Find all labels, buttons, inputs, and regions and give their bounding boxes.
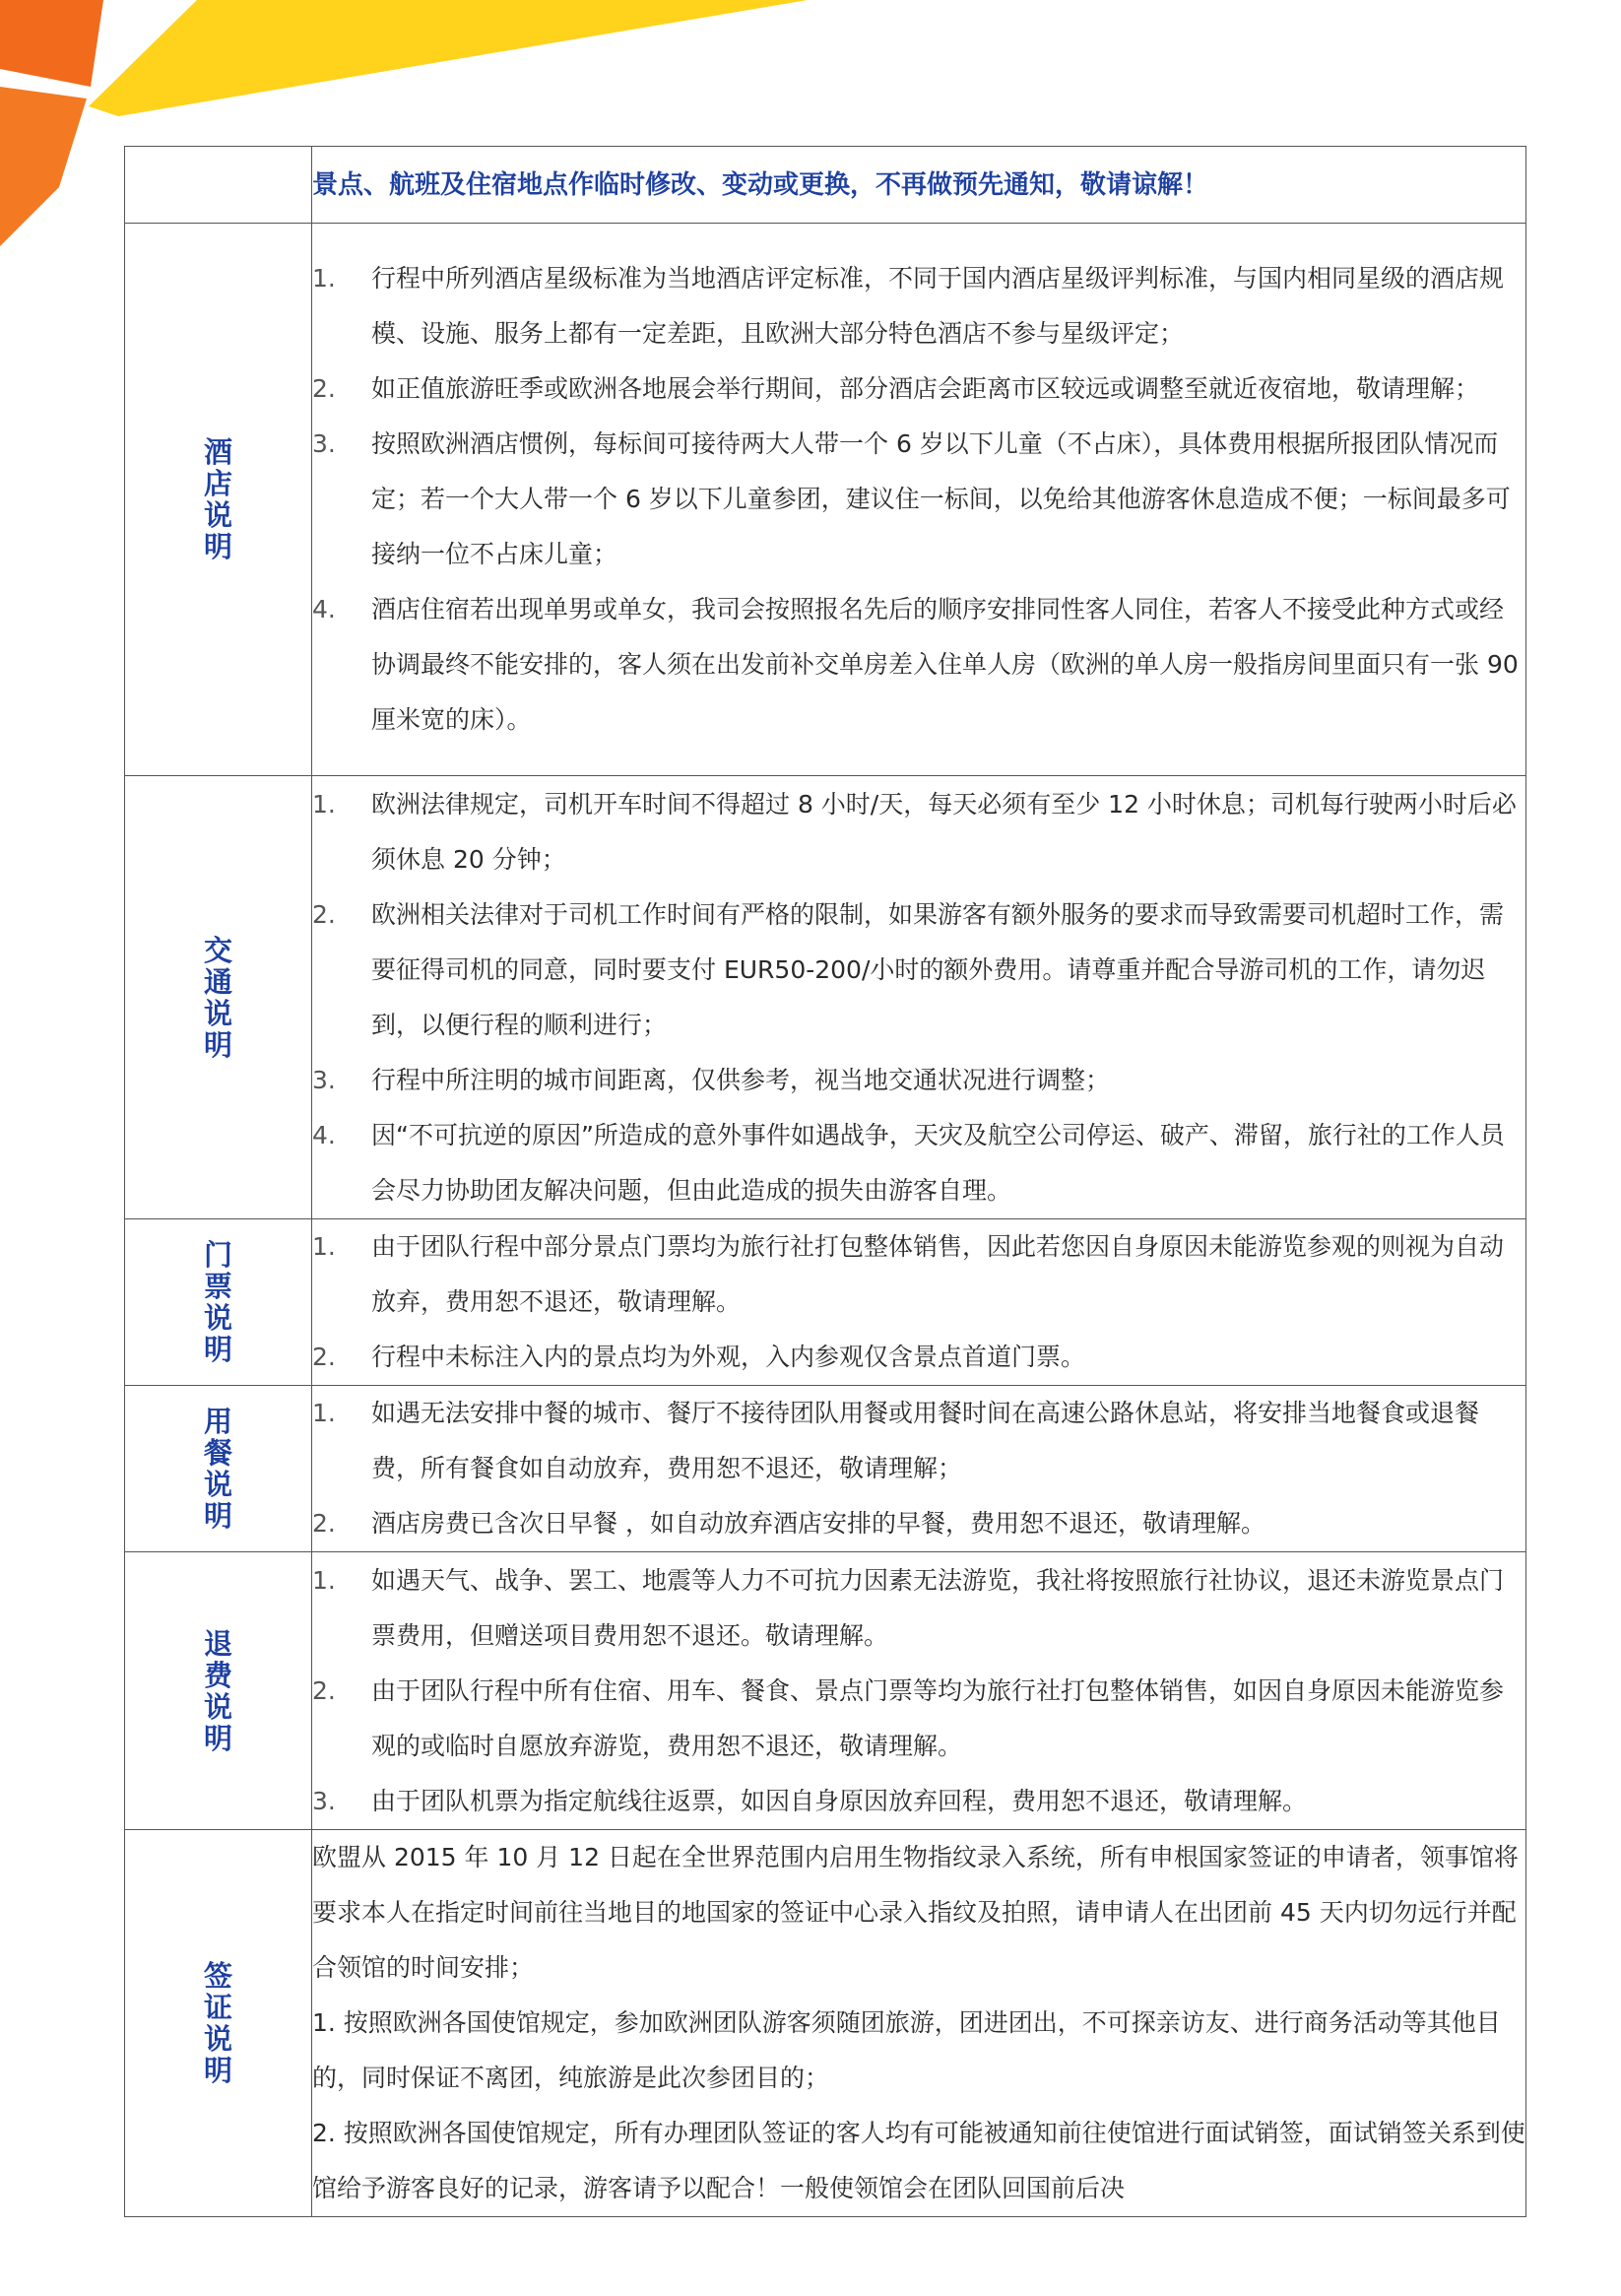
list-item: 1. 由于团队行程中部分景点门票均为旅行社打包整体销售，因此若您因自身原因未能游览参观的则视为自动放弃，费用恕不退还，敬请理解。 — [312, 1232, 1505, 1316]
visa-paragraph: 2. 按照欧洲各国使馆规定，所有办理团队签证的客人均有可能被通知前往使馆进行面试销签，面试销签关系到使馆给予游客良好的记录，游客请予以配合！一般使领馆会在团队回国前后决 — [312, 2119, 1525, 2202]
list-item: 1. 行程中所列酒店星级标准为当地酒店评定标准，不同于国内酒店星级评判标准，与国内相同星级的酒店规模、设施、服务上都有一定差距，且欧洲大部分特色酒店不参与星级评定； — [312, 264, 1505, 348]
refund-label-cell — [125, 1552, 312, 1830]
traffic-content — [312, 776, 1526, 1219]
header-notice-cell — [312, 147, 1526, 224]
list-item: 1. 如遇无法安排中餐的城市、餐厅不接待团队用餐或用餐时间在高速公路休息站，将安排当地餐食或退餐费，所有餐食如自动放弃，费用恕不退还，敬请理解； — [312, 1399, 1480, 1482]
refund-section — [125, 1552, 1526, 1830]
header-notice: 景点、航班及住宿地点作临时修改、变动或更换，不再做预先通知，敬请谅解！ — [312, 169, 1209, 200]
list-item: 4. 酒店住宿若出现单男或单女，我司会按照报名先后的顺序安排同性客人同住，若客人不接受此种方式或经协调最终不能安排的，客人须在出发前补交单房差入住单人房（欧洲的单人房一般指房间里面只有一张 90 厘米宽的床）。 — [312, 595, 1519, 734]
visa-content — [312, 1830, 1526, 2217]
tickets-label-cell — [125, 1219, 312, 1386]
tickets-content — [312, 1219, 1526, 1386]
list-item: 1. 欧洲法律规定，司机开车时间不得超过 8 小时/天，每天必须有至少 12 小时休息；司机每行驶两小时后必须休息 20 分钟； — [312, 789, 1517, 874]
meals-label-cell — [125, 1386, 312, 1552]
hotel-content — [312, 224, 1526, 776]
list-item: 3. 由于团队机票为指定航线往返票，如因自身原因放弃回程，费用恕不退还，敬请理解。 — [312, 1786, 1308, 1815]
list-item: 2. 欧洲相关法律对于司机工作时间有严格的限制，如果游客有额外服务的要求而导致需要司机超时工作，需要征得司机的同意，同时要支付 EUR50-200/小时的额外费用。请尊重并配合导游司机的工作，请勿迟到，以便行程的顺利进行； — [312, 899, 1505, 1039]
list-item: 3. 行程中所注明的城市间距离，仅供参考，视当地交通状况进行调整； — [312, 1065, 1111, 1094]
tickets-section — [125, 1219, 1526, 1386]
refund-content — [312, 1552, 1526, 1830]
visa-section — [125, 1830, 1526, 2217]
visa-paragraph: 欧盟从 2015 年 10 月 12 日起在全世界范围内启用生物指纹录入系统，所有申根国家签证的申请者，领事馆将要求本人在指定时间前往当地目的地国家的签证中心录入指纹及拍照，请申请人在出团前 45 天内切勿远行并配合领馆的时间安排； — [312, 1843, 1519, 1982]
header-label-cell — [125, 147, 312, 224]
orange-shape — [0, 0, 103, 87]
tickets-label: 门 票 说 明 — [203, 1238, 232, 1366]
meals-section — [125, 1386, 1526, 1552]
visa-label-cell — [125, 1830, 312, 2217]
header-row — [125, 147, 1526, 224]
list-item: 4. 因“不可抗逆的原因”所造成的意外事件如遇战争，天灾及航空公司停运、破产、滞留，旅行社的工作人员会尽力协助团友解决问题，但由此造成的损失由游客自理。 — [312, 1120, 1505, 1205]
traffic-section — [125, 776, 1526, 1219]
info-table — [124, 146, 1526, 2217]
list-item: 2. 行程中未标注入内的景点均为外观，入内参观仅含景点首道门票。 — [312, 1343, 1086, 1371]
traffic-label-cell — [125, 776, 312, 1219]
orange-lower-shape — [0, 87, 87, 246]
meals-label: 用 餐 说 明 — [203, 1405, 232, 1533]
hotel-label-cell — [125, 224, 312, 776]
meals-content — [312, 1386, 1526, 1552]
list-item: 2. 由于团队行程中所有住宿、用车、餐食、景点门票等均为旅行社打包整体销售，如因自身原因未能游览参观的或临时自愿放弃游览，费用恕不退还，敬请理解。 — [312, 1675, 1505, 1760]
visa-paragraph: 1. 按照欧洲各国使馆规定，参加欧洲团队游客须随团旅游，团进团出，不可探亲访友、进行商务活动等其他目的，同时保证不离团，纯旅游是此次参团目的； — [312, 2008, 1501, 2092]
visa-label: 签 证 说 明 — [203, 1959, 232, 2087]
traffic-label: 交 通 说 明 — [203, 933, 232, 1062]
list-item: 3. 按照欧洲酒店惯例，每标间可接待两大人带一个 6 岁以下儿童（不占床），具体费用根据所报团队情况而定；若一个大人带一个 6 岁以下儿童参团，建议住一标间，以免给其他游客休息造成不便；一标间最多可接纳一位不占床儿童； — [312, 429, 1511, 568]
refund-label: 退 费 说 明 — [203, 1626, 232, 1755]
yellow-band — [89, 0, 808, 116]
list-item: 2. 如正值旅游旺季或欧洲各地展会举行期间，部分酒店会距离市区较远或调整至就近夜宿地，敬请理解； — [312, 374, 1480, 403]
hotel-label: 酒 店 说 明 — [203, 435, 232, 563]
list-item: 2. 酒店房费已含次日早餐 ，如自动放弃酒店安排的早餐，费用恕不退还，敬请理解。 — [312, 1509, 1265, 1538]
hotel-section — [125, 224, 1526, 776]
list-item: 1. 如遇天气、战争、罢工、地震等人力不可抗力因素无法游览，我社将按照旅行社协议，退还未游览景点门票费用，但赠送项目费用恕不退还。敬请理解。 — [312, 1565, 1505, 1650]
